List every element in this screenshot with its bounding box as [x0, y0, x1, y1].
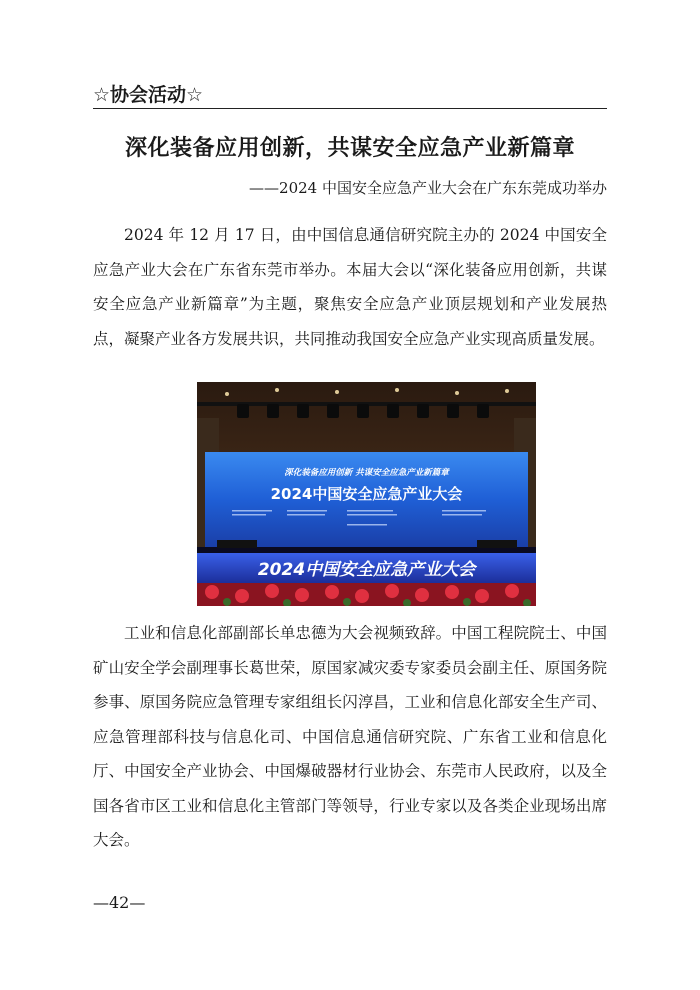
screen-title: 2024中国安全应急产业大会 [270, 485, 463, 503]
event-photo [197, 382, 536, 606]
page-number: —42— [93, 893, 146, 912]
article-title: 深化装备应用创新，共谋安全应急产业新篇章 [124, 136, 575, 161]
screen-slogan: 深化装备应用创新 共谋安全应急产业新篇章 [284, 468, 449, 478]
stage-banner: 2024中国安全应急产业大会 [257, 560, 476, 580]
header-divider [93, 108, 607, 109]
paragraph-attendees: 工业和信息化部副部长单忠德为大会视频致辞。中国工程院院士、中国矿山安全学会副理事长葛世荣，原国家减灾委专家委员会副主任、原国务院参事、原国务院应急管理专家组组长闪淳昌，工业和信息化部安全生产司、应急管理部科技与信息化司、中国信息通信研究院、广东省工业和信息化厅、中国安全产业协会、中国爆破器材行业协会、东莞市人民政府，以及全国各省市区工业和信息化主管部门等领导，行业专家以及各类企业现场出席大会。 [93, 624, 607, 849]
paragraph-intro: 2024 年 12 月 17 日，由中国信息通信研究院主办的 2024 中国安全应急产业大会在广东省东莞市举办。本届大会以“深化装备应用创新，共谋安全应急产业新篇章”为主题，聚焦安全应急产业顶层规划和产业发展热点，凝聚产业各方发展共识，共同推动我国安全应急产业实现高质量发展。 [93, 226, 607, 348]
event-photo-graphic [197, 382, 536, 606]
article-subtitle: ——2024 中国安全应急产业大会在广东东莞成功举办 [249, 179, 607, 197]
section-header: ☆协会活动☆ [93, 84, 204, 106]
